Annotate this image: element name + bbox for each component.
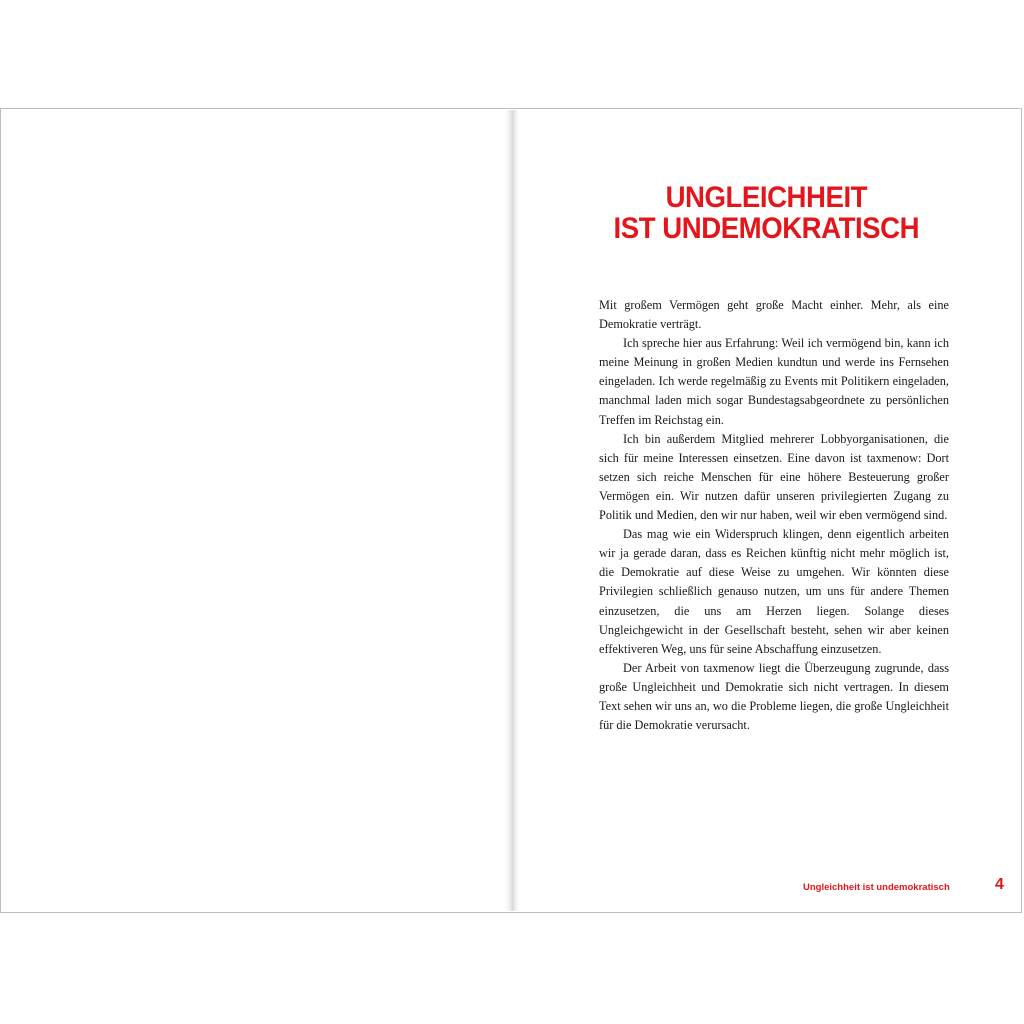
body-text: [599, 296, 949, 735]
paragraph-1: Mit großem Vermögen geht große Macht einher. Mehr, als eine Demokratie verträgt.: [599, 298, 949, 332]
left-page: [2, 110, 507, 911]
chapter-title-line-1: UNGLEICHHEIT: [665, 181, 868, 214]
book-spread: [0, 108, 1022, 913]
paragraph-3: Ich bin außerdem Mitglied mehrerer Lobbyorganisationen, die sich für meine Interessen einsetzen. Eine davon ist taxmenow: Dort setzen sich reiche Menschen für eine höhere Besteuerung großer Vermögen ein. Wir nutzen dafür unseren privilegierten Zugang zu Politik und Medien, den wir nur haben, weil wir eben vermögend sind.: [599, 431, 949, 523]
running-footer: Ungleichheit ist undemokratisch: [803, 882, 950, 893]
paragraph-4: Das mag wie ein Widerspruch klingen, denn eigentlich arbeiten wir ja gerade daran, dass es Reichen künftig nicht mehr möglich ist, die Demokratie auf diese Weise zu umgehen. Wir könnten diese Privilegien schließlich genauso nutzen, um uns für andere Themen einzusetzen, die uns am Herzen liegen. Solange dieses Ungleichgewicht in der Gesellschaft besteht, sehen wir aber keinen effektiveren Weg, uns für seine Abschaffung einzusetzen.: [599, 527, 949, 656]
paragraph-2: Ich spreche hier aus Erfahrung: Weil ich vermögend bin, kann ich meine Meinung in großen Medien kundtun und werde ins Fernsehen eingeladen. Ich werde regelmäßig zu Events mit Politikern eingeladen, manchmal laden mich sogar Bundestagsabgeordnete zu persönlichen Treffen im Reichstag ein.: [599, 336, 949, 427]
chapter-title: [535, 182, 997, 244]
chapter-title-line-2: IST UNDEMOKRATISCH: [613, 212, 920, 245]
page-number: 4: [995, 876, 1004, 893]
right-page: [519, 110, 1021, 911]
page-gutter: [505, 110, 519, 911]
paragraph-5: Der Arbeit von taxmenow liegt die Überzeugung zugrunde, dass große Ungleichheit und Demokratie sich nicht vertragen. In diesem Text sehen wir uns an, wo die Probleme liegen, die große Ungleichheit für die Demokratie verursacht.: [599, 660, 949, 733]
